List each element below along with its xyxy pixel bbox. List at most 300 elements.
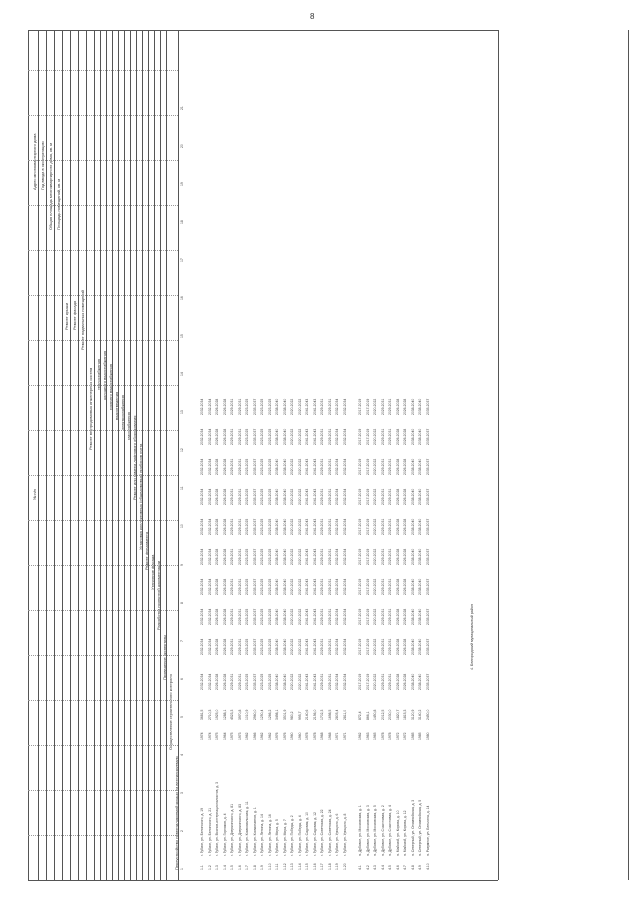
- cell-period-repeat: 2020-2022: [290, 638, 294, 655]
- cell-period: 2026-2028: [403, 673, 407, 690]
- cell-period-repeat: 2029-2031: [230, 578, 234, 595]
- cell-area: 995,7: [297, 711, 302, 720]
- cell-period-repeat: 2023-2025: [260, 428, 264, 445]
- cell-year: 1980: [425, 732, 430, 740]
- cell-no: 1.9: [260, 865, 264, 870]
- cell-period-repeat: 2041-2043: [305, 608, 309, 625]
- cell-period-repeat: 2041-2043: [305, 578, 309, 595]
- cell-period-repeat: 2041-2043: [312, 458, 317, 475]
- cell-year: 1960: [297, 732, 302, 740]
- cell-period-repeat: 2041-2043: [312, 608, 317, 625]
- cell-period-repeat: 2035-2037: [252, 608, 257, 625]
- cell-year: 1964: [222, 732, 227, 740]
- cell-period-repeat: 2041-2043: [312, 518, 317, 535]
- cell-period: 2026-2028: [222, 673, 227, 690]
- cell-period-repeat: 2029-2031: [237, 458, 242, 475]
- cell-period-repeat: 2029-2031: [237, 638, 242, 655]
- cell-period-repeat: 2029-2031: [388, 638, 392, 655]
- cell-year: 1971: [342, 732, 347, 740]
- grid-line: [28, 30, 498, 31]
- cell-period-repeat: 2020-2022: [373, 458, 377, 475]
- cell-year: 1966: [252, 732, 257, 740]
- grid-line: [498, 30, 499, 880]
- cell-period-repeat: 2017-2019: [365, 608, 370, 625]
- cell-period: 2038-2040: [282, 673, 287, 690]
- cell-period-repeat: 2035-2037: [425, 608, 430, 625]
- cell-area: 1925,0: [215, 709, 219, 720]
- cell-area: 2811,0: [342, 709, 347, 720]
- cell-period-repeat: 2023-2025: [260, 608, 264, 625]
- cell-period: 2023-2025: [245, 673, 249, 690]
- cell-period: 2038-2040: [418, 673, 422, 690]
- cell-period-repeat: 2032-2034: [342, 638, 347, 655]
- cell-period-repeat: 2038-2040: [410, 578, 415, 595]
- grid-line: [160, 30, 161, 880]
- cell-period-repeat: 2032-2034: [335, 458, 339, 475]
- cell-period-repeat: 2017-2019: [365, 548, 370, 565]
- cell-period-repeat: 2029-2031: [380, 428, 385, 445]
- cell-period-repeat: 2032-2034: [335, 608, 339, 625]
- cell-period-repeat: 2026-2028: [222, 398, 227, 415]
- cell-period-repeat: 2041-2043: [305, 638, 309, 655]
- cell-period-repeat: 2041-2043: [305, 398, 309, 415]
- cell-period-repeat: 2020-2022: [290, 548, 294, 565]
- cell-period-repeat: 2041-2043: [305, 428, 309, 445]
- cell-period: 2032-2034: [207, 673, 212, 690]
- cell-period-repeat: 2041-2043: [312, 548, 317, 565]
- cell-period-repeat: 2041-2043: [312, 578, 317, 595]
- grid-line: [124, 30, 125, 880]
- cell-year: 1974: [200, 732, 204, 740]
- cell-period-repeat: 2020-2022: [290, 458, 294, 475]
- dotted-rule: [28, 430, 178, 431]
- cell-period-repeat: 2026-2028: [403, 458, 407, 475]
- header-area: Общая площадь многоквартирного дома, кв. м: [48, 142, 53, 230]
- header-meters: Установка коллективных (общедомовых) приборов учета: [138, 443, 143, 550]
- dotted-rule: [28, 70, 178, 71]
- cell-period-repeat: 2029-2031: [388, 428, 392, 445]
- cell-period-repeat: 2017-2019: [358, 608, 362, 625]
- cell-period-repeat: 2023-2025: [260, 548, 264, 565]
- cell-year: 1972: [403, 732, 407, 740]
- cell-addr: г. Губкин, ул. Белинского, д. 21: [207, 807, 212, 856]
- cell-no: 4.9: [418, 865, 422, 870]
- cell-period-repeat: 2032-2034: [207, 398, 212, 415]
- cell-period-repeat: 2038-2040: [275, 608, 279, 625]
- cell-area: 1702,3: [320, 709, 324, 720]
- cell-period-repeat: 2029-2031: [237, 548, 242, 565]
- cell-period-repeat: 2032-2034: [200, 608, 204, 625]
- cell-period-repeat: 2020-2022: [373, 608, 377, 625]
- cell-period: 2029-2031: [388, 673, 392, 690]
- cell-period-repeat: 2029-2031: [230, 398, 234, 415]
- cell-period-repeat: 2038-2040: [282, 398, 287, 415]
- header-systems-group: Ремонт внутридомовых инженерных систем: [88, 367, 93, 450]
- cell-period-repeat: 2029-2031: [320, 458, 324, 475]
- cell-period-repeat: 2038-2040: [282, 488, 287, 505]
- cell-area: 3120,9: [410, 709, 415, 720]
- cell-area: 1698,5: [327, 709, 332, 720]
- grid-line: [118, 30, 119, 880]
- cell-period-repeat: 2038-2040: [282, 548, 287, 565]
- cell-period-repeat: 2032-2034: [335, 638, 339, 655]
- cell-period: 2026-2028: [215, 673, 219, 690]
- cell-year: 1968: [320, 732, 324, 740]
- cell-period-repeat: 2032-2034: [207, 638, 212, 655]
- cell-period-repeat: 2026-2028: [395, 608, 400, 625]
- cell-period-repeat: 2017-2019: [365, 638, 370, 655]
- cell-no: 1.14: [297, 863, 302, 870]
- cell-area: 1450,8: [373, 709, 377, 720]
- cell-period-repeat: 2029-2031: [320, 548, 324, 565]
- column-index: 3: [180, 792, 184, 794]
- cell-period-repeat: 2041-2043: [312, 398, 317, 415]
- cell-period-repeat: 2029-2031: [237, 578, 242, 595]
- cell-period-repeat: 2038-2040: [275, 548, 279, 565]
- cell-period-repeat: 2026-2028: [395, 428, 400, 445]
- cell-period-repeat: 2029-2031: [230, 488, 234, 505]
- cell-period-repeat: 2038-2040: [410, 608, 415, 625]
- cell-period-repeat: 2029-2031: [320, 488, 324, 505]
- cell-period-repeat: 2023-2025: [260, 458, 264, 475]
- cell-year: 1976: [275, 732, 279, 740]
- cell-period-repeat: 2023-2025: [267, 638, 272, 655]
- cell-period-repeat: 2026-2028: [222, 428, 227, 445]
- header-basement: Ремонт подвальных помещений: [80, 290, 85, 350]
- cell-period: 2032-2034: [200, 673, 204, 690]
- cell-year: 1968: [327, 732, 332, 740]
- dotted-rule: [28, 205, 178, 206]
- cell-area: 2156,0: [312, 709, 317, 720]
- cell-period-repeat: 2020-2022: [297, 398, 302, 415]
- cell-period-repeat: 2017-2019: [358, 428, 362, 445]
- page-number: 8: [310, 12, 315, 21]
- cell-period-repeat: 2026-2028: [403, 638, 407, 655]
- cell-period-repeat: 2029-2031: [230, 428, 234, 445]
- column-index: 12: [180, 448, 184, 452]
- cell-no: 4.5: [388, 865, 392, 870]
- cell-no: 4.1: [358, 865, 362, 870]
- cell-period-repeat: 2029-2031: [320, 608, 324, 625]
- cell-period-repeat: 2026-2028: [395, 518, 400, 535]
- cell-year: 1976: [282, 732, 287, 740]
- cell-addr: г. Губкин, ул. Садовая, д. 10: [305, 812, 309, 856]
- cell-addr: г. Губкин, ул. Победы, д. 4: [297, 815, 302, 856]
- cell-period-repeat: 2017-2019: [365, 428, 370, 445]
- cell-period: 2020-2022: [373, 673, 377, 690]
- section-title: 4. Белгородский муниципальный район: [470, 604, 474, 670]
- cell-no: 1.6: [237, 865, 242, 870]
- grid-line: [166, 30, 167, 880]
- cell-addr: г. Губкин, ул. Космонавтов, д. 1: [252, 807, 257, 856]
- cell-period-repeat: 2029-2031: [237, 398, 242, 415]
- cell-period-repeat: 2026-2028: [395, 458, 400, 475]
- header-drain: водоотведения: [114, 391, 119, 420]
- cell-period: 2026-2028: [395, 673, 400, 690]
- grid-line: [38, 30, 39, 880]
- cell-area: 3140,2: [418, 709, 422, 720]
- dotted-rule: [28, 160, 178, 161]
- column-index: 21: [180, 106, 184, 110]
- grid-line: [70, 30, 71, 880]
- cell-period-repeat: 2020-2022: [373, 578, 377, 595]
- header-lift: Ремонт или замена лифтового оборудования: [132, 415, 137, 500]
- cell-period-repeat: 2038-2040: [410, 398, 415, 415]
- cell-period-repeat: 2029-2031: [327, 638, 332, 655]
- cell-period-repeat: 2029-2031: [230, 608, 234, 625]
- cell-period-repeat: 2038-2040: [418, 518, 422, 535]
- cell-period-repeat: 2032-2034: [335, 578, 339, 595]
- cell-period: 2035-2037: [425, 673, 430, 690]
- cell-period-repeat: 2035-2037: [252, 428, 257, 445]
- cell-area: 1820,7: [395, 709, 400, 720]
- cell-period-repeat: 2029-2031: [327, 458, 332, 475]
- cell-period-repeat: 2038-2040: [275, 428, 279, 445]
- cell-period-repeat: 2029-2031: [380, 638, 385, 655]
- cell-period: 2029-2031: [327, 673, 332, 690]
- column-index: 8: [180, 602, 184, 604]
- header-foundation: Ремонт фундамента: [144, 531, 149, 570]
- cell-period-repeat: 2023-2025: [245, 488, 249, 505]
- cell-no: 1.3: [215, 865, 219, 870]
- cell-year: 1978: [388, 732, 392, 740]
- cell-period-repeat: 2029-2031: [388, 608, 392, 625]
- cell-no: 4.10: [425, 863, 430, 870]
- cell-period-repeat: 2023-2025: [260, 578, 264, 595]
- cell-period-repeat: 2035-2037: [425, 578, 430, 595]
- cell-period-repeat: 2041-2043: [312, 428, 317, 445]
- cell-period-repeat: 2029-2031: [230, 548, 234, 565]
- cell-period: 2029-2031: [237, 673, 242, 690]
- cell-period-repeat: 2035-2037: [252, 458, 257, 475]
- cell-period-repeat: 2038-2040: [410, 518, 415, 535]
- cell-period-repeat: 2026-2028: [403, 608, 407, 625]
- cell-period-repeat: 2038-2040: [410, 638, 415, 655]
- cell-period-repeat: 2029-2031: [237, 608, 242, 625]
- cell-period-repeat: 2032-2034: [342, 608, 347, 625]
- cell-period-repeat: 2032-2034: [342, 398, 347, 415]
- cell-period-repeat: 2023-2025: [260, 638, 264, 655]
- grid-line: [142, 30, 143, 880]
- cell-period-repeat: 2020-2022: [297, 608, 302, 625]
- cell-period-repeat: 2029-2031: [230, 458, 234, 475]
- column-index: 6: [180, 678, 184, 680]
- grid-line: [130, 30, 131, 880]
- column-index: 5: [180, 716, 184, 718]
- cell-period-repeat: 2038-2040: [410, 428, 415, 445]
- cell-period-repeat: 2041-2043: [312, 488, 317, 505]
- cell-period-repeat: 2017-2019: [358, 518, 362, 535]
- cell-no: 1.16: [312, 863, 317, 870]
- cell-area: 3498,1: [275, 709, 279, 720]
- column-index: 2: [180, 830, 184, 832]
- cell-no: 4.4: [380, 865, 385, 870]
- cell-period-repeat: 2032-2034: [207, 608, 212, 625]
- cell-year: 1962: [358, 732, 362, 740]
- cell-year: 1975: [230, 732, 234, 740]
- cell-period-repeat: 2032-2034: [207, 548, 212, 565]
- cell-period: 2029-2031: [320, 673, 324, 690]
- cell-period-repeat: 2017-2019: [358, 458, 362, 475]
- header-area-premises: Площадь помещений, кв. м: [56, 178, 61, 230]
- cell-period-repeat: 2026-2028: [395, 638, 400, 655]
- cell-period-repeat: 2023-2025: [267, 458, 272, 475]
- cell-period-repeat: 2020-2022: [297, 518, 302, 535]
- cell-year: 1978: [380, 732, 385, 740]
- cell-period-repeat: 2023-2025: [267, 488, 272, 505]
- cell-period-repeat: 2026-2028: [222, 548, 227, 565]
- cell-period-repeat: 2026-2028: [403, 548, 407, 565]
- cell-area: 1288,1: [222, 709, 227, 720]
- cell-no: 4.2: [365, 865, 370, 870]
- cell-period-repeat: 2029-2031: [237, 428, 242, 445]
- cell-area: 1266,2: [267, 709, 272, 720]
- cell-area: 2710,3: [207, 709, 212, 720]
- cell-area: 2960,0: [252, 709, 257, 720]
- cell-no: 1.18: [327, 863, 332, 870]
- cell-addr: г. Губкин, ул. Ленина, д. 16: [267, 814, 272, 856]
- header-insulation: Утепление фасада: [150, 554, 155, 590]
- cell-addr: г. Губкин, ул. Ленина, д. 14: [260, 814, 264, 856]
- cell-period-repeat: 2029-2031: [380, 578, 385, 595]
- header-water-cold: холодного водоснабжения: [102, 350, 107, 400]
- cell-period-repeat: 2017-2019: [365, 578, 370, 595]
- cell-no: 1.7: [245, 865, 249, 870]
- cell-area: 1815,3: [403, 709, 407, 720]
- cell-period-repeat: 2020-2022: [297, 578, 302, 595]
- cell-year: 1985: [418, 732, 422, 740]
- cell-period-repeat: 2032-2034: [200, 458, 204, 475]
- cell-year: 1972: [395, 732, 400, 740]
- cell-period-repeat: 2023-2025: [267, 608, 272, 625]
- cell-period-repeat: 2029-2031: [388, 548, 392, 565]
- cell-addr: г. Губкин, ул. Победы, д. 2: [290, 815, 294, 856]
- cell-period-repeat: 2026-2028: [403, 518, 407, 535]
- cell-period-repeat: 2026-2028: [403, 488, 407, 505]
- grid-line: [46, 30, 47, 880]
- cell-period-repeat: 2038-2040: [275, 638, 279, 655]
- cell-period-repeat: 2035-2037: [425, 428, 430, 445]
- header-expertise: Проведение экспертизы: [162, 634, 167, 680]
- cell-period-repeat: 2038-2040: [282, 458, 287, 475]
- column-index: 13: [180, 410, 184, 414]
- cell-period-repeat: 2041-2043: [305, 548, 309, 565]
- cell-no: 1.4: [222, 865, 227, 870]
- cell-period-repeat: 2026-2028: [222, 638, 227, 655]
- cell-area: 3970,8: [237, 709, 242, 720]
- column-index: 10: [180, 524, 184, 528]
- cell-period-repeat: 2029-2031: [320, 518, 324, 535]
- cell-addr: г. Губкин, ул. Мира, д. 5: [275, 819, 279, 856]
- cell-period-repeat: 2023-2025: [267, 548, 272, 565]
- cell-addr: г. Губкин, ул. Воинов-интернационалистов, д. 3: [215, 781, 219, 856]
- header-electric: электроснабжения: [120, 395, 125, 430]
- cell-area: 1010,9: [245, 709, 249, 720]
- grid-line: [86, 30, 87, 880]
- cell-period-repeat: 2023-2025: [245, 548, 249, 565]
- cell-period-repeat: 2029-2031: [380, 518, 385, 535]
- cell-area: 2030,0: [388, 709, 392, 720]
- cell-period-repeat: 2032-2034: [342, 458, 347, 475]
- grid-line: [148, 30, 149, 880]
- cell-addr: п. Майский, ул. Кирова, д. 12: [403, 810, 407, 856]
- cell-addr: г. Губкин, ул. Урицкого, д. 8: [342, 813, 347, 856]
- cell-period-repeat: 2020-2022: [290, 578, 294, 595]
- cell-addr: г. Губкин, ул. Дзержинского, д. 83: [237, 803, 242, 856]
- cell-period-repeat: 2035-2037: [252, 488, 257, 505]
- cell-period-repeat: 2032-2034: [200, 488, 204, 505]
- cell-period-repeat: 2029-2031: [327, 428, 332, 445]
- cell-period-repeat: 2029-2031: [380, 488, 385, 505]
- cell-period-repeat: 2026-2028: [403, 578, 407, 595]
- cell-period-repeat: 2029-2031: [388, 518, 392, 535]
- cell-period-repeat: 2029-2031: [230, 518, 234, 535]
- dotted-rule: [28, 385, 178, 386]
- cell-period-repeat: 2023-2025: [260, 518, 264, 535]
- cell-period-repeat: 2029-2031: [320, 578, 324, 595]
- cell-period-repeat: 2035-2037: [252, 398, 257, 415]
- cell-period-repeat: 2038-2040: [275, 398, 279, 415]
- cell-addr: п. Дубовое, ул. Московская, д. 5: [373, 805, 377, 856]
- cell-period-repeat: 2017-2019: [365, 458, 370, 475]
- cell-period-repeat: 2026-2028: [222, 578, 227, 595]
- cell-year: 1978: [312, 732, 317, 740]
- column-index: 18: [180, 220, 184, 224]
- grid-line: [28, 880, 498, 881]
- header-water-hot: горячего водоснабжения: [108, 364, 113, 410]
- cell-period: 2032-2034: [342, 673, 347, 690]
- cell-period-repeat: 2020-2022: [290, 398, 294, 415]
- grid-line: [178, 30, 179, 880]
- dotted-rule: [28, 655, 178, 656]
- cell-period-repeat: 2032-2034: [200, 398, 204, 415]
- cell-period-repeat: 2038-2040: [418, 458, 422, 475]
- cell-period-repeat: 2023-2025: [245, 638, 249, 655]
- cell-period-repeat: 2020-2022: [373, 428, 377, 445]
- cell-period: 2023-2025: [267, 673, 272, 690]
- cell-addr: п. Дубовое, ул. Счастливая, д. 4: [388, 805, 392, 856]
- dotted-rule: [28, 700, 178, 701]
- cell-no: 1.20: [342, 863, 347, 870]
- cell-period-repeat: 2038-2040: [275, 488, 279, 505]
- cell-period-repeat: 2038-2040: [410, 548, 415, 565]
- cell-area: 2805,4: [335, 709, 339, 720]
- column-index: 15: [180, 334, 184, 338]
- header-project: Разработка проектной документации: [156, 561, 161, 630]
- cell-year: 1971: [335, 732, 339, 740]
- cell-period-repeat: 2017-2019: [358, 578, 362, 595]
- cell-addr: п. Северный, ул. Олимпийская, д. 3: [410, 799, 415, 856]
- cell-period-repeat: 2026-2028: [215, 608, 219, 625]
- header-no: № п/п: [32, 489, 37, 500]
- cell-period: 2023-2025: [260, 673, 264, 690]
- cell-no: 1.8: [252, 865, 257, 870]
- cell-no: 1.1: [200, 865, 204, 870]
- cell-period-repeat: 2029-2031: [327, 518, 332, 535]
- grid-line: [54, 30, 55, 880]
- cell-period-repeat: 2023-2025: [245, 398, 249, 415]
- cell-period-repeat: 2038-2040: [410, 458, 415, 475]
- cell-period-repeat: 2038-2040: [282, 578, 287, 595]
- cell-period-repeat: 2032-2034: [342, 488, 347, 505]
- cell-no: 1.19: [335, 863, 339, 870]
- cell-period-repeat: 2029-2031: [388, 398, 392, 415]
- cell-year: 1973: [237, 732, 242, 740]
- cell-no: 1.12: [282, 863, 287, 870]
- grid-line: [628, 30, 629, 880]
- cell-period-repeat: 2038-2040: [282, 638, 287, 655]
- column-index: 7: [180, 640, 184, 642]
